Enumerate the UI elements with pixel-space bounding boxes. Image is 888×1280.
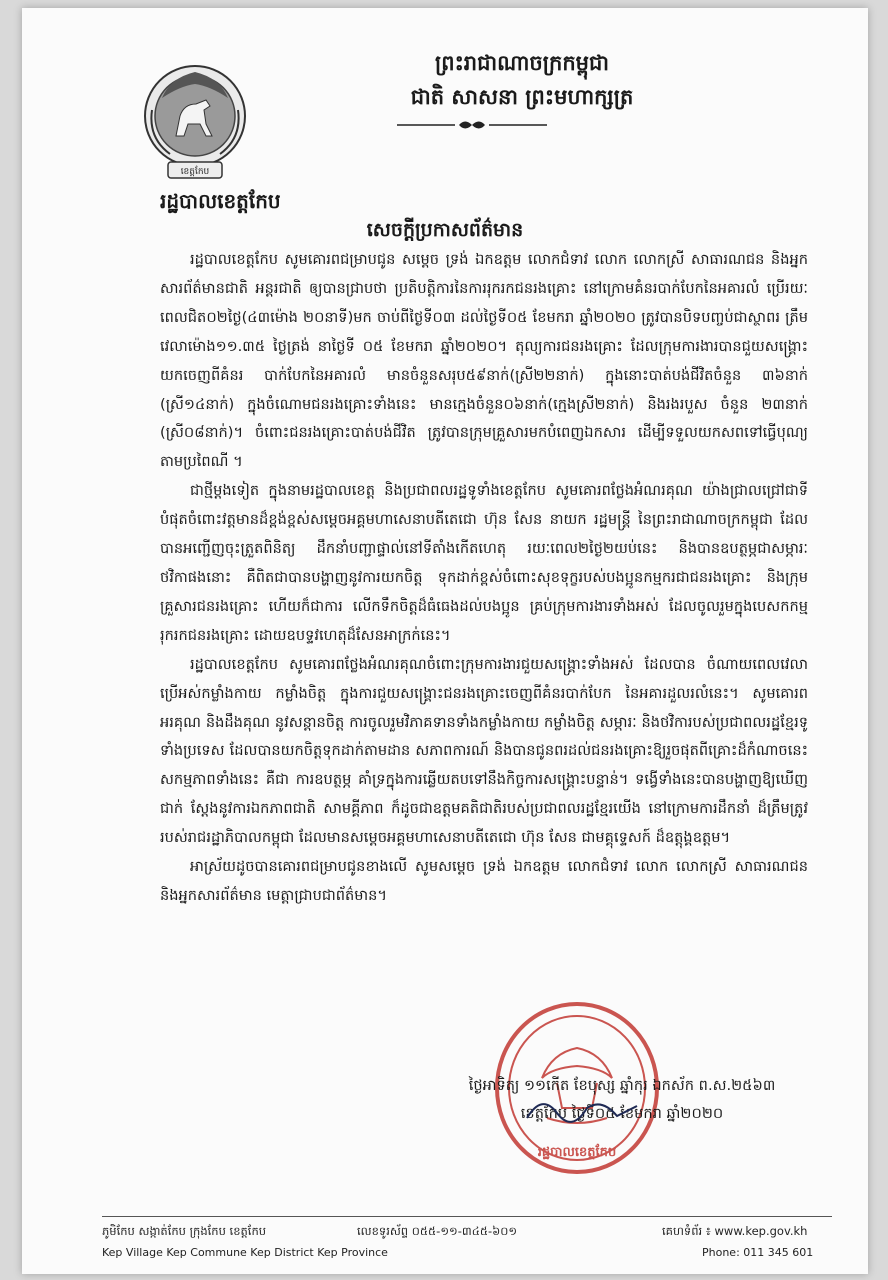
place-date: ខេត្តកែប ថ្ងៃទី០៥ ខែមករា ឆ្នាំ២០២០ [520,1105,724,1122]
document-title: សេចក្តីប្រកាសព័ត៌មាន [366,219,524,241]
seal-text: រដ្ឋបាលខេត្តកែប [537,1145,617,1160]
kingdom-header [322,46,722,114]
lunar-date: ថ្ងៃអាទិត្យ ១១កើត ខែបុស្ស ឆ្នាំកុរ ឯកស័ក ព.ស.២៥៦៣ [468,1077,776,1094]
footer-address-en: Kep Village Kep Commune Kep District Kep Province [102,1246,388,1259]
footer-address-km: ភូមិកែប សង្កាត់កែប ក្រុងកែប ខេត្តកែប [102,1224,267,1238]
paragraph-3: រដ្ឋបាលខេត្តកែប សូមគោរពថ្លែងអំណរគុណចំពោះក្រុមការងារជួយសង្គ្រោះទាំងអស់ ដែលបាន ចំណាយពេលវេលា ប្រើអស់កម្លាំងកាយ កម្លាំងចិត្ត ក្នុងការជួយសង្គ្រោះជនរងគ្រោះចេញពីគំនរបាក់បែក នៃអគារដួលរលំនេះ។ សូមគោរពអរគុណ និងដឹងគុណ នូវសន្តានចិត្ត ការចូលរួមវិភាគទានទាំងកម្លាំងកាយ កម្លាំងចិត្ត សម្ភារៈ និងថវិការបស់ប្រជាពលរដ្ឋខ្មែរទូទាំងប្រទេស ដែលបានយកចិត្តទុកដាក់តាមដាន សភាពការណ៍ និងបានជូនពរដល់ជនរងគ្រោះឱ្យរួចផុតពីគ្រោះដ៏កំណាចនេះ សកម្មភាពទាំងនេះ គឺជា ការឧបត្ថម្ភ គាំទ្រក្នុងការឆ្លើយតបទៅនឹងកិច្ចការសង្គ្រោះបន្ទាន់។ ទង្វើទាំងនេះបានបង្ហាញឱ្យឃើញជាក់ ស្តែងនូវការឯកភាពជាតិ សាមគ្គីភាព ក៏ដូចជាឧត្តមគតិជាតិរបស់ប្រជាពលរដ្ឋខ្មែរយើង នៅក្រោមការដឹកនាំ ដ៏ត្រឹមត្រូវរបស់រាជរដ្ឋាភិបាលកម្ពុជា ដែលមានសម្តេចអគ្គមហាសេនាបតីតេជោ ហ៊ុន សែន ជាមគ្គុទ្ទេសក៍ ដ៏ឧត្តុង្គឧត្តម។ [160,655,808,847]
footer-phone-en: Phone: 011 345 601 [702,1246,814,1259]
footer-phone-km: លេខទូរស័ព្ទ ០៥៥-១១-៣៤៥-៦០១ [357,1224,518,1238]
emblem-label: ខេត្តកែប [180,167,210,177]
signature-mark [522,1088,642,1128]
footer-divider [102,1216,832,1217]
document-page [22,8,868,1274]
organization-name: រដ្ឋបាលខេត្តកែប [160,189,281,213]
paragraph-4: អាស្រ័យដូចបានគោរពជម្រាបជូនខាងលើ សូមសម្តេច ទ្រង់ ឯកឧត្តម លោកជំទាវ លោក លោកស្រី សាធារណជន និងអ្នកសារព័ត៌មាន មេត្តាជ្រាបជាព័ត៌មាន។ [160,858,808,904]
kingdom-name: ព្រះរាជាណាចក្រកម្ពុជា [434,50,609,75]
paragraph-1: រដ្ឋបាលខេត្តកែប សូមគោរពជម្រាបជូន សម្តេច ទ្រង់ ឯកឧត្តម លោកជំទាវ លោក លោកស្រី សាធារណជន និងអ្នកសារព័ត៌មានជាតិ អន្តរជាតិ ឲ្យបានជ្រាបថា ប្រតិបត្តិការនៃការរុករកជនរងគ្រោះ នៅក្រោមគំនរបាក់បែកនៃអគារលំ ប្រើរយៈពេលជិត០២ថ្ងៃ(៤៣ម៉ោង ២០នាទី)មក ចាប់ពីថ្ងៃទី០៣ ដល់ថ្ងៃទី០៥ ខែមករា ឆ្នាំ២០២០ ត្រូវបានបិទបញ្ចប់ជាស្ថាពរ ត្រឹមវេលាម៉ោង១១.៣៥ ថ្ងៃត្រង់ នាថ្ងៃទី ០៥ ខែមករា ឆ្នាំ២០២០។ តុល្យការជនរងគ្រោះ ដែលក្រុមការងារបានជួយសង្គ្រោះយកចេញពីគំនរ បាក់បែកនៃអគារលំ មានចំនួនសរុប៥៩នាក់(ស្រី២២នាក់) ក្នុងនោះបាត់បង់ជីវិតចំនួន ៣៦នាក់ (ស្រី១៤នាក់) ក្នុងចំណោមជនរងគ្រោះទាំងនេះ មានក្មេងចំនួន០៦នាក់(ក្មេងស្រី២នាក់) និងរងរបួស ចំនួន ២៣នាក់ (ស្រី០៨នាក់)។ ចំពោះជនរងគ្រោះបាត់បង់ជីវិត ត្រូវបានក្រុមគ្រួសារមកបំពេញឯកសារ ដើម្បីទទួលយកសពទៅធ្វើបុណ្យតាមប្រពៃណី ។ [160,251,808,471]
national-motto: ជាតិ សាសនា ព្រះមហាក្សត្រ [410,84,634,109]
paragraph-2: ជាថ្មីម្តងទៀត ក្នុងនាមរដ្ឋបាលខេត្ត និងប្រជាពលរដ្ឋទូទាំងខេត្តកែប សូមគោរពថ្លែងអំណរគុណ យ៉ាងជ្រាលជ្រៅជាទីបំផុតចំពោះវត្តមានដ៏ខ្ពង់ខ្ពស់សម្តេចអគ្គមហាសេនាបតីតេជោ ហ៊ុន សែន នាយក រដ្ឋមន្ត្រី នៃព្រះរាជាណាចក្រកម្ពុជា ដែលបានអញ្ជើញចុះត្រួតពិនិត្យ ដឹកនាំបញ្ជាផ្ទាល់នៅទីតាំងកើតហេតុ រយៈពេល២ថ្ងៃ២យប់នេះ និងបានឧបត្ថម្ភជាសម្ភារៈ ថវិកាផងនោះ គឺពិតជាបានបង្ហាញនូវការយកចិត្ត ទុកដាក់ខ្ពស់ចំពោះសុខទុក្ខរបស់បងប្អូនកម្មករជាជនរងគ្រោះ និងក្រុមគ្រួសារជនរងគ្រោះ ហើយក៏ជាការ លើកទឹកចិត្តដ៏ធំធេងដល់បងប្អូន គ្រប់ក្រុមការងារទាំងអស់ ដែលចូលរួមក្នុងបេសកកម្មរុករកជនរងគ្រោះ ដោយឧបទ្ទវហេតុដ៏សែនអាក្រក់នេះ។ [160,482,808,644]
footer-website[interactable]: គេហទំព័រ ៖ www.kep.gov.kh [662,1224,808,1238]
document-body [160,246,808,911]
ornament-divider [397,118,547,132]
provincial-emblem [140,58,250,188]
